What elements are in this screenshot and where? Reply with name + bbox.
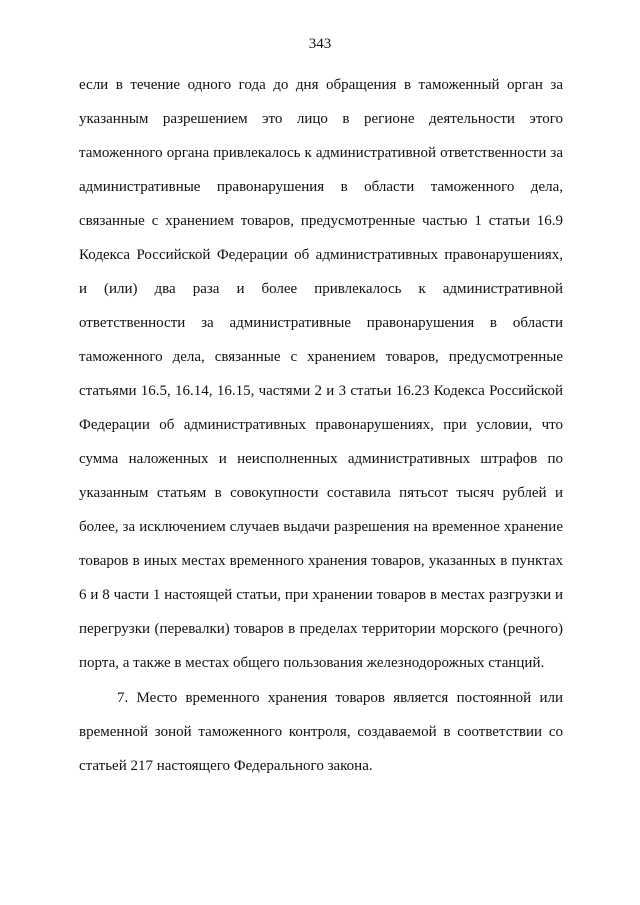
text-line: Кодекса Российской Федерации об административных правонарушениях, <box>79 247 563 263</box>
text-line: товаров в иных местах временного хранения товаров, указанных в пунктах <box>79 553 563 569</box>
text-line: более, за исключением случаев выдачи разрешения на временное хранение <box>79 519 563 535</box>
text-line: порта, а также в местах общего пользования железнодорожных станций. <box>79 655 545 671</box>
text-line: статьей 217 настоящего Федерального закона. <box>79 758 373 774</box>
text-line: ответственности за административные правонарушения в области <box>79 315 563 331</box>
text-line: указанным статьям в совокупности составила пятьсот тысяч рублей и <box>79 485 563 501</box>
text-line: сумма наложенных и неисполненных административных штрафов по <box>79 451 563 467</box>
text-line: перегрузки (перевалки) товаров в пределах территории морского (речного) <box>79 621 563 637</box>
text-line: связанные с хранением товаров, предусмотренные частью 1 статьи 16.9 <box>79 213 563 229</box>
text-line: если в течение одного года до дня обращения в таможенный орган за <box>79 77 563 93</box>
text-line: административные правонарушения в области таможенного дела, <box>79 179 563 195</box>
paragraph-7-first-line: 7. Место временного хранения товаров является постоянной или <box>117 690 563 706</box>
text-line: статьями 16.5, 16.14, 16.15, частями 2 и 3 статьи 16.23 Кодекса Российской <box>79 383 563 399</box>
text-line: Федерации об административных правонарушениях, при условии, что <box>79 417 563 433</box>
text-line: 6 и 8 части 1 настоящей статьи, при хранении товаров в местах разгрузки и <box>79 587 563 603</box>
text-line: таможенного дела, связанные с хранением товаров, предусмотренные <box>79 349 563 365</box>
text-line: временной зоной таможенного контроля, создаваемой в соответствии со <box>79 724 563 740</box>
page-number: 343 <box>308 36 332 52</box>
text-line: таможенного органа привлекалось к административной ответственности за <box>79 145 563 161</box>
text-line: и (или) два раза и более привлекалось к административной <box>79 281 563 297</box>
text-line: указанным разрешением это лицо в регионе деятельности этого <box>79 111 563 127</box>
